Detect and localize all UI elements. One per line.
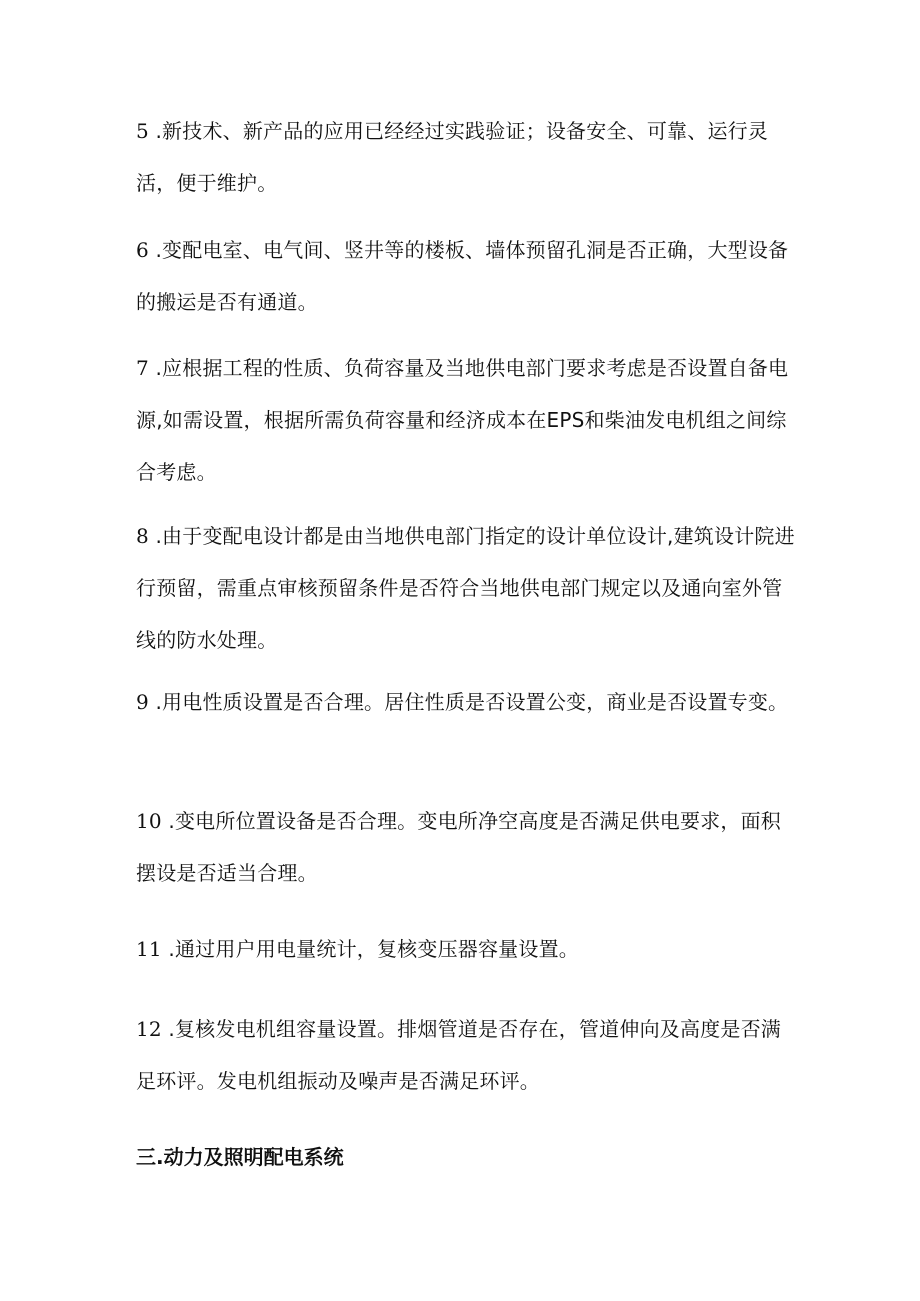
list-item-11 bbox=[136, 923, 796, 975]
item-text: .通过用户用电量统计，复核变压器容量设置。 bbox=[161, 937, 579, 961]
item-number: 5 bbox=[136, 119, 149, 143]
item-number: 6 bbox=[136, 238, 149, 262]
item-text: .应根据工程的性质、负荷容量及当地供电部门要求考虑是否设置自备电源,如需设置，根据所需负荷容量和经济成本在EPS和柴油发电机组之间综合考虑。 bbox=[136, 356, 789, 484]
item-text: .复核发电机组容量设置。排烟管道是否存在，管道伸向及高度是否满足环评。发电机组振动及噪声是否满足环评。 bbox=[136, 1017, 781, 1093]
item-text: .用电性质设置是否合理。居住性质是否设置公变，商业是否设置专变。 bbox=[148, 690, 789, 714]
list-item-10 bbox=[136, 795, 796, 899]
item-text: .变配电室、电气间、竖井等的楼板、墙体预留孔洞是否正确，大型设备的搬运是否有通道。 bbox=[136, 238, 789, 314]
list-item-6 bbox=[136, 224, 796, 328]
section-heading: 三.动力及照明配电系统 bbox=[136, 1145, 344, 1169]
item-number: 10 bbox=[136, 809, 162, 833]
list-item-7 bbox=[136, 342, 796, 498]
list-item-12 bbox=[136, 1003, 796, 1107]
list-item-8 bbox=[136, 510, 796, 666]
item-number: 11 bbox=[136, 937, 162, 961]
list-item-5 bbox=[136, 105, 796, 209]
item-number: 7 bbox=[136, 356, 149, 380]
item-number: 12 bbox=[136, 1017, 162, 1041]
item-number: 9 bbox=[136, 690, 149, 714]
item-text: .变电所位置设备是否合理。变电所净空高度是否满足供电要求，面积摆设是否适当合理。 bbox=[136, 809, 781, 885]
item-number: 8 bbox=[136, 524, 149, 548]
item-text: .新技术、新产品的应用已经经过实践验证；设备安全、可靠、运行灵活，便于维护。 bbox=[136, 119, 769, 195]
item-text: .由于变配电设计都是由当地供电部门指定的设计单位设计,建筑设计院进行预留，需重点审核预留条件是否符合当地供电部门规定以及通向室外管线的防水处理。 bbox=[136, 524, 795, 652]
list-item-9 bbox=[136, 676, 796, 728]
